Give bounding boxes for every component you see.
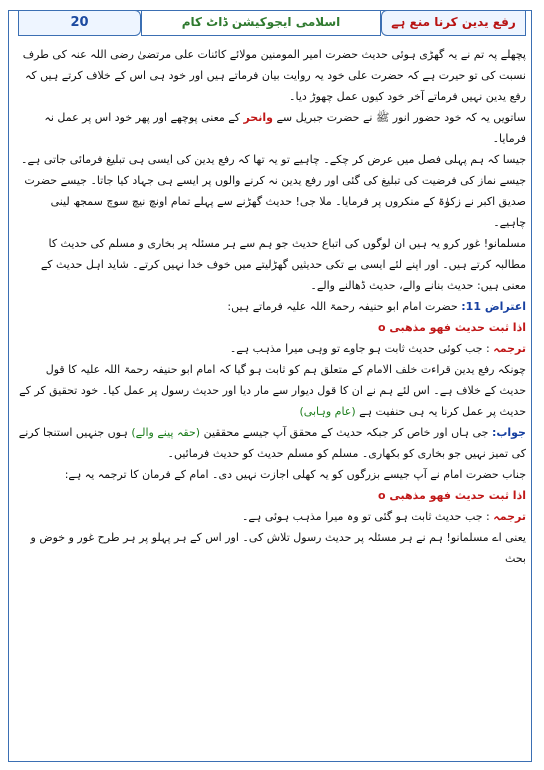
paragraph-2-text-a: ساتویں یہ کہ خود حضور انور ﷺ نے حضرت جبریل سے bbox=[276, 111, 526, 124]
page-header bbox=[18, 10, 526, 36]
translation-label-2: ترجمہ bbox=[493, 510, 526, 523]
objection-text: حضرت امام ابو حنیفہ رحمۃ اللہ علیہ فرماتے ہیں: bbox=[227, 300, 458, 313]
answer-text-b: ہوں جنہیں استنجا کرنے کی تمیز نہیں جو بخاری کو بکھاری۔ مسلم کو مسلم حدیث کو حدیث فرمائیں۔ bbox=[18, 426, 526, 460]
paragraph-2-highlight: وانحر bbox=[243, 111, 273, 124]
header-page-box bbox=[18, 10, 141, 36]
page-content bbox=[18, 44, 526, 756]
paragraph-7: یعنی اے مسلمانو! ہم نے ہر مسئلہ پر حدیث رسول تلاش کی۔ اور اس کے ہر پہلو پر ہر طرح غور و خوض و بحث bbox=[30, 531, 526, 565]
paragraph-4: مسلمانو! غور کرو یہ ہیں ان لوگوں کی اتباع حدیث جو ہم سے ہر مسئلہ پر بخاری و مسلم کی حدیث کا مطالبہ کرتے ہیں۔ اور اپنے لئے ایسی بے تکی حدیثیں گھڑلیتے میں خوف خدا نہیں کرتے۔ شاید اہل حدیث کے معنی ہیں: حدیث بنانے والے، حدیث ڈھالنے والے۔ bbox=[40, 237, 526, 292]
header-title: رفع یدین کرنا منع ہے bbox=[391, 15, 516, 29]
paragraph-5-text: چونکہ رفع یدین قراءت خلف الامام کے متعلق ہم کو ثابت ہو گیا کہ امام ابو حنیفہ رحمۃ اللہ علیہ کا قول حدیث کے خلاف ہے۔ اس لئے ہم نے ان کا قول دیوار سے مار دیا اور حدیث رسول پر عمل کیا۔ خود تحقیق کر کے حدیث پر عمل کرنا یہ ہی حنفیت ہے bbox=[19, 363, 526, 418]
header-site-name: اسلامی ایجوکیشن ڈاٹ کام bbox=[181, 15, 341, 29]
translation-line-2 bbox=[18, 506, 526, 527]
paragraph-2-text-b: کے معنی پوچھے اور پھر خود اس پر عمل نہ فرمایا۔ bbox=[44, 111, 526, 145]
translation-text-2: : جب حدیث ثابت ہو گئی تو وہ میرا مذہب ہوئی ہے۔ bbox=[241, 510, 490, 523]
paragraph-5 bbox=[18, 359, 526, 422]
translation-label-1: ترجمہ bbox=[493, 342, 526, 355]
paragraph-5-green: (عام وہابی) bbox=[299, 405, 356, 418]
answer-label: جواب: bbox=[491, 426, 526, 439]
arabic-quote-1: اذا ثبت حدیث فھو مذھبی o bbox=[378, 321, 526, 334]
paragraph-6: جناب حضرت امام نے آپ جیسے بزرگوں کو یہ کھلی اجازت نہیں دی۔ امام کے فرمان کا ترجمہ یہ ہے: bbox=[64, 468, 526, 481]
page-number: 20 bbox=[70, 15, 89, 30]
header-site-box bbox=[141, 10, 381, 36]
arabic-quote-2: اذا ثبت حدیث فھو مذھبی o bbox=[378, 489, 526, 502]
paragraph-2 bbox=[18, 107, 526, 149]
translation-line-1 bbox=[18, 338, 526, 359]
paragraph-3: جیسا کہ ہم پہلی فصل میں عرض کر چکے۔ چاہیے تو یہ تھا کہ رفع یدین کی ایسی ہی تبلیغ فرمائی جاتی ہے۔ جیسے نماز کی فرضیت کی تبلیغ کی گئی اور رفع یدین نہ کرنے والوں پر ایسے ہی جہاد کیا جاتا۔ جیسے حضرت صدیق اکبر نے زکوٰۃ کے منکروں پر فرمایا۔ ملا جی! حدیث گھڑنے سے پہلے تمام اونچ نیچ سوچ سمجھ لینی چاہیے۔ bbox=[21, 153, 526, 229]
translation-text-1: : جب کوئی حدیث ثابت ہو جاوے تو وہی میرا مذہب ہے۔ bbox=[229, 342, 490, 355]
answer-text-a: جی ہاں اور خاص کر جبکہ حدیث کے محقق آپ جیسے محققین bbox=[203, 426, 489, 439]
paragraph-1: پچھلے پہ تم نے یہ گھڑی ہوئی حدیث حضرت امیر المومنین مولائے کائنات علی مرتضیٰ رضی اللہ عنہ کی طرف نسبت کی تو حیرت ہے کہ حضرت علی خود یہ روایت بیان فرماتے ہیں اور خود ہی اس کے خلاف کرتے ہیں کہ رفع یدین نہیں فرماتے آخر خود کیوں عمل چھوڑ دیا۔ bbox=[22, 48, 526, 103]
objection-label: اعتراض 11: bbox=[461, 300, 526, 313]
answer-green: (حقہ پینے والے) bbox=[131, 426, 201, 439]
objection-line bbox=[18, 296, 526, 317]
answer-paragraph bbox=[18, 422, 526, 464]
header-title-box bbox=[381, 10, 526, 36]
